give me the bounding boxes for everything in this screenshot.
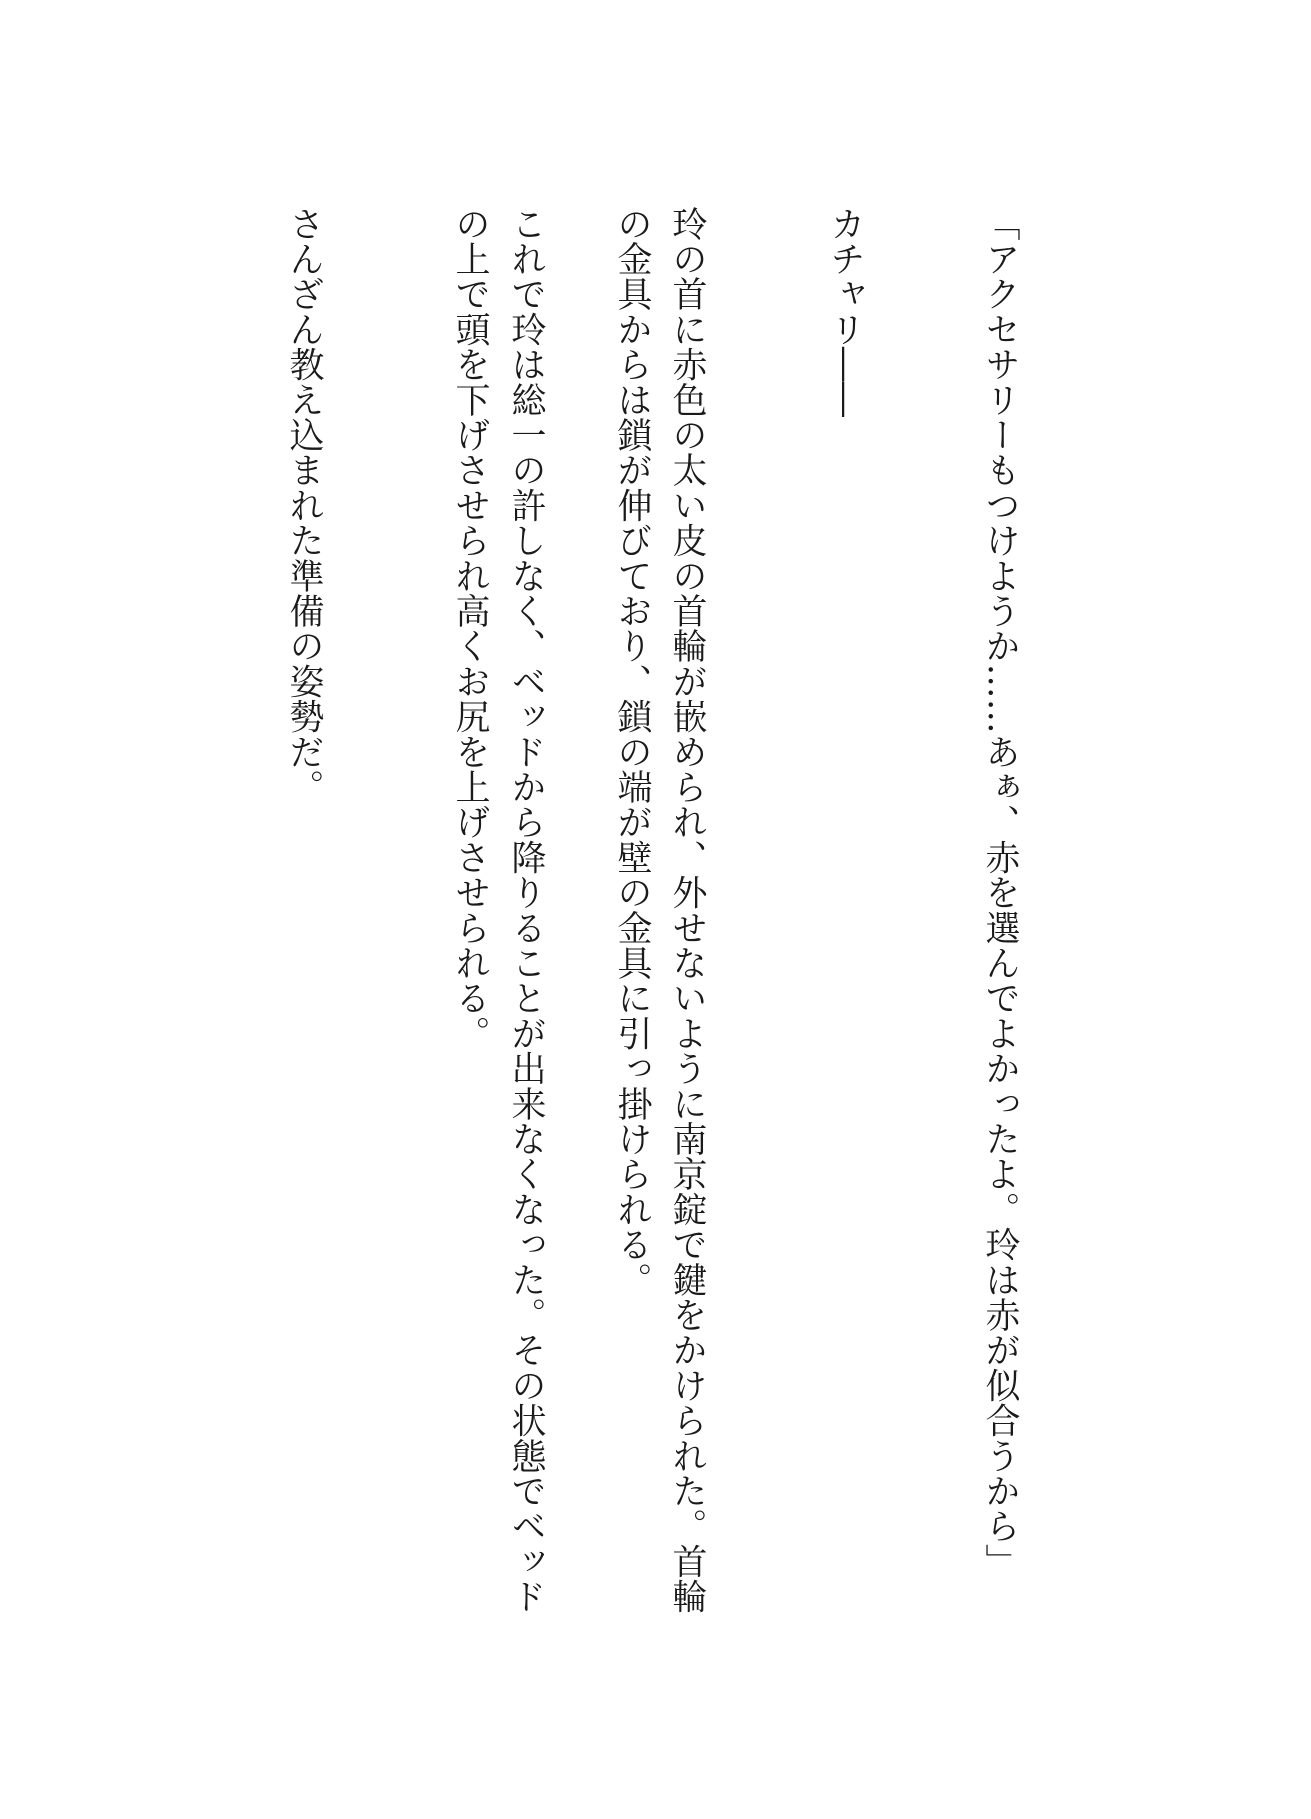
text-line-6: の上で頭を下げさせられ高くお尻を上げさせられる。 bbox=[450, 206, 490, 1051]
text-line-2: カチャリ―― bbox=[825, 206, 865, 418]
text-line-3: 玲の首に赤色の太い皮の首輪が嵌められ、外せないように南京錠で鍵をかけられた。首輪 bbox=[667, 206, 707, 1614]
text-line-4: の金具からは鎖が伸びており、鎖の端が壁の金具に引っ掛けられる。 bbox=[612, 206, 652, 1298]
text-line-1: 「アクセサリーもつけようか……あぁ、赤を選んでよかったよ。玲は赤が似合うから」 bbox=[980, 206, 1020, 1579]
text-line-5: これで玲は総一の許しなく、ベッドから降りることが出来なくなった。その状態でベッド bbox=[506, 206, 546, 1614]
text-line-7: さんざん教え込まれた準備の姿勢だ。 bbox=[284, 206, 324, 805]
